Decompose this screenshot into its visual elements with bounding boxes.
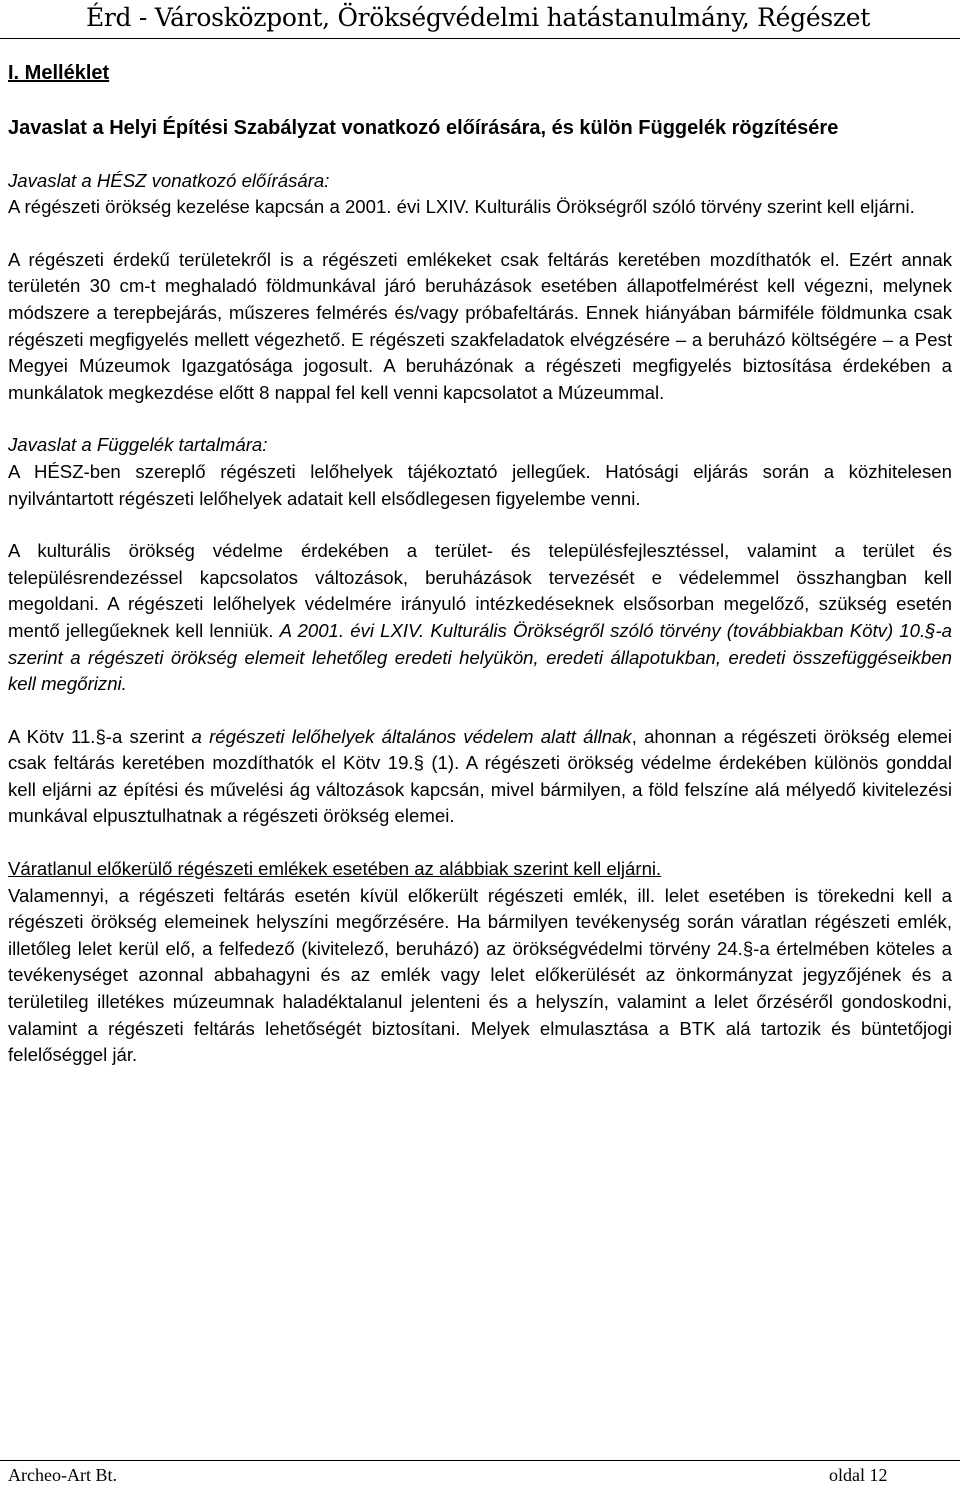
- document-body: [8, 60, 952, 1069]
- hesz-paragraph-2: A régészeti érdekű területekről is a régészeti emlékeket csak feltárás keretében mozdíthatók el. Ezért annak területén 30 cm-t meghaladó földmunkával járó beruházások esetében állapotfelmérést kell végezni, melynek módszere a terepbejárás, műszeres felmérés és/vagy próbafeltárás. Ennek hiányában bármiféle földmunka csak régészeti megfigyelés mellett végezhető. E régészeti szakfeladatok elvégzésére – a beruházó költségére – a Pest Megyei Múzeumok Igazgatósága jogosult. A beruházónak a régészeti megfigyelés biztosítása érdekében a munkálatok megkezdése előtt 8 nappal fel kell venni kapcsolatot a Múzeummal.: [8, 248, 952, 403]
- unexpected-finds-paragraph: Valamennyi, a régészeti feltárás esetén kívül előkerült régészeti emlék, ill. lelet esetében is törekedni kell a régészeti örökség elemeinek helyszíni megőrzésére. Ha bármilyen tevékenység során váratlan régészeti emlék, illetőleg lelet kerül elő, a felfedező (kivitelező, beruházó) az örökségvédelmi törvény 24.§-a értelmében köteles a tevékenységet azonnal abbahagyni és az emlék vagy lelet előkerülését az önkormányzat jegyzőjének és a területileg illetékes múzeumnak haladéktalanul jelenteni és a helyszín, valamint a lelet őrzéséről gondoskodni, valamint a régészeti feltárás lehetőségét biztosítani. Melyek elmulasztása a BTK alá tartozik és büntetőjogi felelőséggel jár.: [8, 884, 952, 1066]
- footer-page-number: oldal 12: [829, 1465, 888, 1485]
- appendix-paragraph-2-italic: A 2001. évi LXIV. Kulturális Örökségről szóló törvény (továbbiakban Kötv) 10.§-a szerint a régészeti örökség elemeit lehetőleg eredeti helyükön, eredeti állapotukban, eredeti összefüggéseikben kell megőrizni.: [8, 619, 953, 695]
- appendix-paragraph-3-start: A Kötv 11.§-a szerint: [8, 725, 192, 747]
- annex-heading: I. Melléklet: [8, 62, 110, 84]
- appendix-paragraph-1: A HÉSZ-ben szereplő régészeti lelőhelyek tájékoztató jellegűek. Hatósági eljárás során a közhitelesen nyilvántartott régészeti lelőhelyek adatait kell elsődlegesen figyelembe venni.: [8, 460, 952, 509]
- appendix-paragraph-3-italic: a régészeti lelőhelyek általános védelem alatt állnak: [191, 725, 632, 747]
- header-title: Érd - Városközpont, Örökségvédelmi hatástanulmány, Régészet: [85, 3, 870, 32]
- footer-company: Archeo-Art Bt.: [8, 1465, 117, 1485]
- appendix-section-heading: Javaslat a Függelék tartalmára:: [8, 434, 268, 456]
- appendix-paragraph-2: [8, 538, 952, 698]
- appendix-paragraph-2-text: A kulturális örökség védelme érdekében a terület- és településfejlesztéssel, valamint a terület és településrendezéssel kapcsolatos változások, beruházások tervezését e védelemmel összhangban kell megoldani. A régészeti lelőhelyek védelmére irányuló intézkedéseknek elsősorban megelőző, szükség esetén mentő jellegűeknek kell lenniük.: [8, 540, 952, 641]
- page-header: [0, 0, 960, 39]
- appendix-paragraph-3: [8, 724, 952, 830]
- unexpected-finds-heading: Váratlanul előkerülő régészeti emlékek esetében az alábbiak szerint kell eljárni.: [8, 858, 662, 880]
- hesz-section-heading: Javaslat a HÉSZ vonatkozó előírására:: [8, 169, 330, 191]
- appendix-paragraph-3-rest: , ahonnan a régészeti örökség elemei csak feltárás keretében mozdíthatók el Kötv 19.§ (1). A régészeti örökség védelme érdekében különös gonddal kell eljárni az építési és művelési ág változások kapcsán, mivel bármilyen, a föld felszíne alá mélyedő kivitelezési munkával elpusztulhatnak a régészeti örökség elemei.: [8, 725, 953, 827]
- page-footer: [0, 1460, 960, 1485]
- hesz-paragraph-1: A régészeti örökség kezelése kapcsán a 2001. évi LXIV. Kulturális Örökségről szóló törvény szerint kell eljárni.: [8, 196, 915, 218]
- proposal-heading: Javaslat a Helyi Építési Szabályzat vonatkozó előírására, és külön Függelék rögzítésére: [8, 116, 839, 139]
